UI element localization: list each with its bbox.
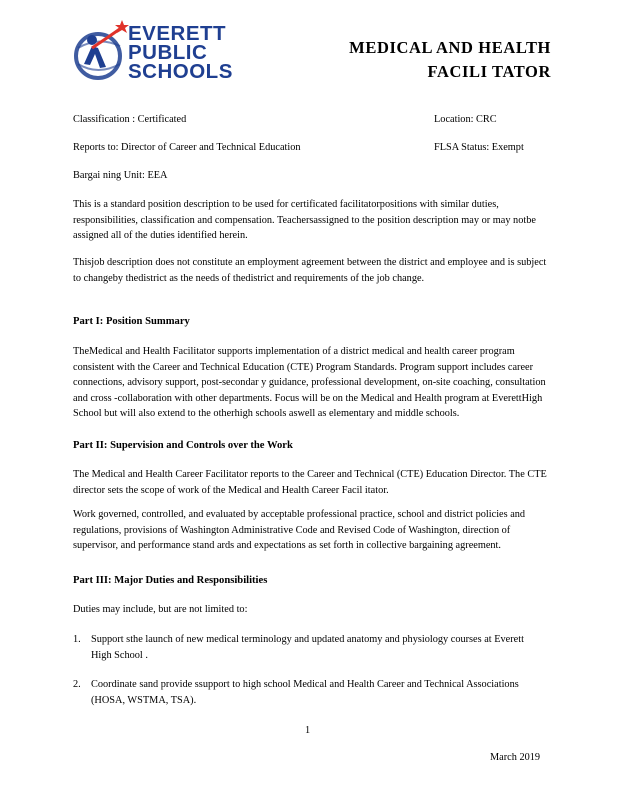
bargaining-unit-field: Bargai ning Unit: EEA bbox=[73, 170, 168, 181]
page-number: 1 bbox=[305, 725, 311, 736]
title-line-1: MEDICAL AND HEALTH bbox=[349, 38, 551, 57]
title-line-2: FACILI TATOR bbox=[427, 62, 551, 81]
footer-date: March 2019 bbox=[490, 752, 541, 763]
logo-line-schools: SCHOOLS bbox=[128, 60, 233, 83]
logo-emblem-icon bbox=[70, 18, 130, 88]
part1-heading: Part I: Position Summary bbox=[73, 316, 190, 327]
logo-line-public: PUBLIC bbox=[128, 41, 208, 64]
flsa-status-field: FLSA Status: Exempt bbox=[434, 142, 524, 153]
intro-paragraph-2: Thisjob description does not constitute an employment agreement between the district and employee and is subject to changeby thedistrict as the needs of thedistrict and requirements of the job change. bbox=[73, 257, 547, 284]
list-item-text: Support sthe launch of new medical terminology and updated anatomy and physiology courses at Everett High School . bbox=[91, 634, 524, 661]
intro-paragraph-1: This is a standard position description to be used for certificated facilitatorpositions with similar duties, responsibilities, classification and compensation. Teachersassigned to the position description may or may notbe assigned all of the duties identified herein. bbox=[73, 199, 536, 242]
part3-lead: Duties may include, but are not limited to: bbox=[73, 604, 248, 615]
list-number: 2. bbox=[73, 679, 81, 690]
part3-heading: Part III: Major Duties and Responsibilities bbox=[73, 575, 268, 586]
logo-wordmark bbox=[128, 24, 233, 81]
classification-field: Classification : Certificated bbox=[73, 114, 187, 125]
document-title bbox=[349, 36, 551, 84]
list-item-text: Coordinate sand provide ssupport to high school Medical and Health Career and Technical Associations (HOSA, WSTMA, TSA). bbox=[91, 679, 519, 706]
part2-paragraph-2: Work governed, controlled, and evaluated by acceptable professional practice, school and district policies and regulations, provisions of Washington Administrative Code and Revised Code of Washington, direction of supervisor, and performance stand ards and expectations as set forth in collective bargaining agreement. bbox=[73, 509, 526, 552]
location-field: Location: CRC bbox=[434, 114, 497, 125]
logo-line-everett: EVERETT bbox=[128, 22, 227, 45]
everett-public-schools-logo bbox=[70, 18, 245, 88]
part2-paragraph-1: The Medical and Health Career Facilitator reports to the Career and Technical (CTE) Education Director. The CTE director sets the scope of work of the Medical and Health Career Facil itator. bbox=[73, 469, 547, 496]
reports-to-field: Reports to: Director of Career and Technical Education bbox=[73, 142, 301, 153]
part2-heading: Part II: Supervision and Controls over the Work bbox=[73, 440, 293, 451]
part1-paragraph: TheMedical and Health Facilitator supports implementation of a district medical and health career program consistent with the Career and Technical Education (CTE) Program Standards. Program support includes career connections, advisory support, post-secondar y guidance, professional development, on-site coaching, consultation and cross -collaboration with other departments. Focus will be on the Medical and Health program at EverettHigh School but will also extend to the otherhigh schools aswell as elementary and middle schools. bbox=[73, 346, 546, 420]
list-number: 1. bbox=[73, 634, 81, 645]
